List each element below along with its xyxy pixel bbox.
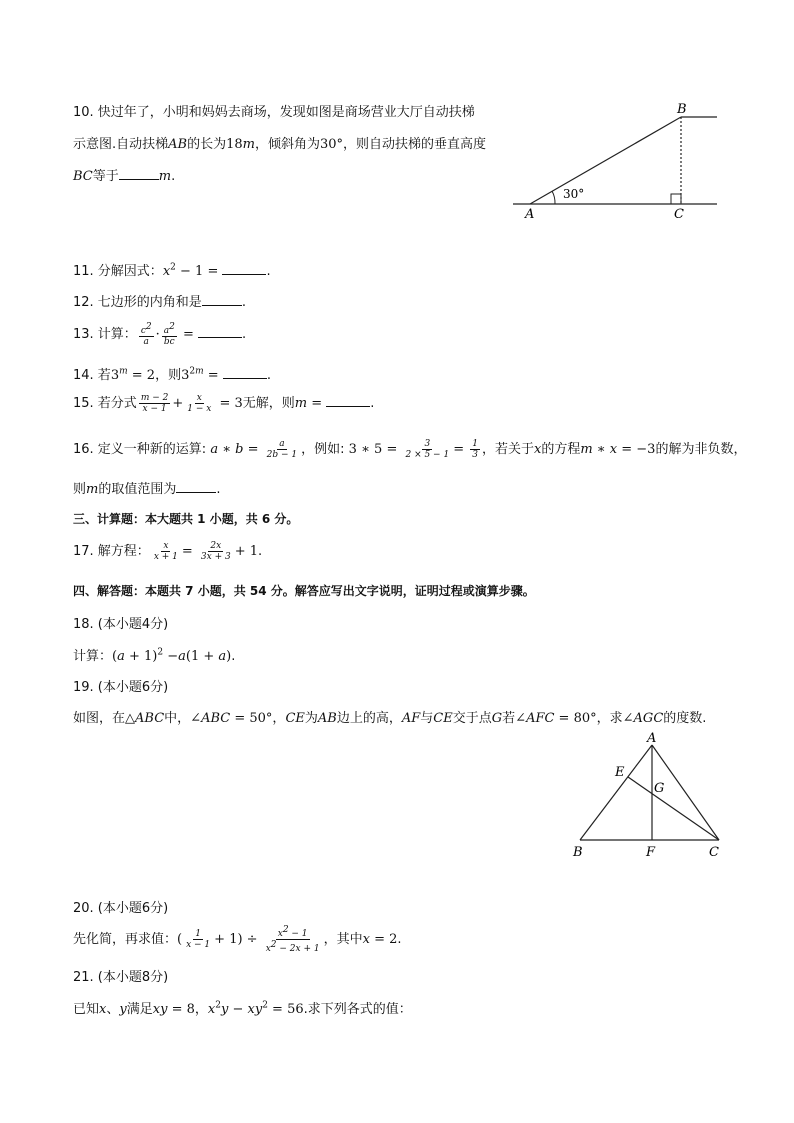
q21-body: 已知x、y满足xy = 8，$x^2y - xy^2 = 56$.求下列各式的值： bbox=[73, 1000, 412, 1017]
side-AB bbox=[580, 745, 652, 840]
escalator-figure bbox=[505, 98, 725, 223]
angle-arc bbox=[552, 191, 555, 204]
label-F: F bbox=[646, 845, 656, 860]
answer-blank[interactable] bbox=[176, 480, 216, 493]
label-E: E bbox=[615, 765, 625, 780]
answer-blank[interactable] bbox=[223, 366, 267, 379]
q20-body: 先化简，再求值：( $\frac{1}{x - 1}$ + 1) ÷ $\frac{x^2 - 1}{x^2 - 2x + 1}$ ，其中x = 2. bbox=[73, 925, 402, 954]
label-A: A bbox=[525, 207, 535, 222]
section-4-heading: 四、解答题：本题共 7 小题，共 54 分。解答应写出文字说明，证明过程或演算步骤。 bbox=[73, 584, 535, 598]
q19-head: 19. (本小题6分) bbox=[73, 680, 169, 695]
q10-line2: 示意图.自动扶梯AB的长为18m，倾斜角为30°，则自动扶梯的垂直高度 bbox=[73, 137, 487, 152]
q20-head: 20. (本小题6分) bbox=[73, 901, 169, 916]
q21-head: 21. (本小题8分) bbox=[73, 970, 169, 985]
q12: 12. 七边形的内角和是 . bbox=[73, 295, 246, 310]
q14: 14. 若$3^m = 2$，则$3^{2m}$ = . bbox=[73, 366, 271, 383]
q18-head: 18. (本小题4分) bbox=[73, 617, 169, 632]
answer-blank[interactable] bbox=[119, 167, 159, 180]
escalator-line bbox=[530, 117, 681, 204]
q11: 11. 分解因式：$x^2 - 1$ = . bbox=[73, 262, 271, 279]
section-3-heading: 三、计算题：本大题共 1 小题，共 6 分。 bbox=[73, 512, 299, 526]
q18-body: 计算：$(a + 1)^2 -a(1 + a)$. bbox=[73, 647, 236, 664]
segment-CE bbox=[628, 777, 719, 840]
q16-line2: 则m的取值范围为 . bbox=[73, 482, 221, 497]
triangle-figure bbox=[565, 728, 730, 863]
answer-blank[interactable] bbox=[326, 394, 370, 407]
q17: 17. 解方程： $\frac{x}{x + 1}$ = $\frac{2x}{3x + 3}$ + 1. bbox=[73, 541, 263, 562]
label-C: C bbox=[709, 845, 719, 860]
answer-blank[interactable] bbox=[198, 325, 242, 338]
label-A: A bbox=[647, 731, 657, 746]
q10-line1: 10. 快过年了，小明和妈妈去商场，发现如图是商场营业大厅自动扶梯 bbox=[73, 105, 475, 120]
answer-blank[interactable] bbox=[202, 293, 242, 306]
right-angle-mark bbox=[671, 194, 681, 204]
answer-blank[interactable] bbox=[222, 262, 266, 275]
label-B: B bbox=[677, 102, 687, 117]
label-angle: 30° bbox=[563, 187, 585, 201]
label-B: B bbox=[573, 845, 583, 860]
label-C: C bbox=[674, 207, 684, 222]
q19-body: 如图，在△ABC中，∠ABC = 50°，CE为AB边上的高，AF与CE交于点G若∠AFC = 80°，求∠AGC的度数. bbox=[73, 711, 707, 726]
q16-line1: 16. 定义一种新的运算: a ∗ b = $\frac{a}{2b - 1}$ ，例如: 3 ∗ 5 = $\frac{3}{2 \times 5 - 1}$ = $\frac{1}{3}$ ，若关于x的方程m ∗ x = −3的解为非负数， bbox=[73, 439, 747, 460]
q10-line3: BC等于 m. bbox=[73, 169, 176, 184]
q15: 15. 若分式 $\frac{m - 2}{x - 1}$ + $\frac{x}{1 - x}$ = 3无解，则m = . bbox=[73, 393, 375, 414]
label-G: G bbox=[654, 781, 665, 796]
q13: 13. 计算： $\frac{c^2}{a}$ · $\frac{a^2}{bc}$ = . bbox=[73, 322, 247, 347]
